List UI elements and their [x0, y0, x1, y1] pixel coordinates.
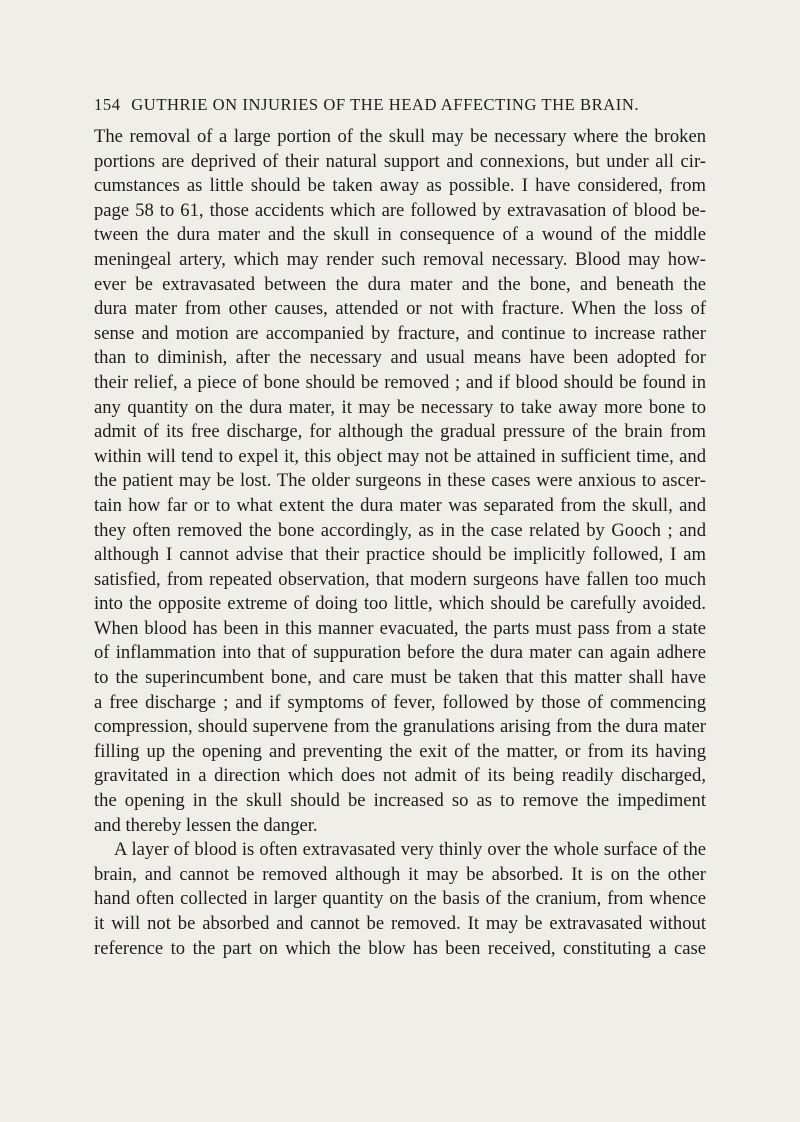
text-line: gravitated in a direction which does not admit of its being readily discharged,: [94, 765, 706, 787]
text-line: of inflammation into that of suppuration before the dura mater can again adhere: [94, 642, 706, 664]
text-line: any quantity on the dura mater, it may be necessary to take away more bone to: [94, 396, 706, 418]
text-line: hand often collected in larger quantity on the basis of the cranium, from whence: [94, 888, 706, 910]
text-line: into the opposite extreme of doing too little, which should be carefully avoided.: [94, 593, 706, 615]
text-line: satisfied, from repeated observation, that modern surgeons have fallen too much: [94, 568, 706, 590]
text-line: a free discharge ; and if symptoms of fever, followed by those of commencing: [94, 691, 706, 713]
text-line: it will not be absorbed and cannot be removed. It may be extravasated without: [94, 913, 706, 934]
text-line: brain, and cannot be removed although it may be absorbed. It is on the other: [94, 863, 706, 885]
text-line: The removal of a large portion of the skull may be necessary where the broken: [94, 126, 706, 147]
text-line: meningeal artery, which may render such removal necessary. Blood may how-: [94, 248, 706, 270]
text-line: the opening in the skull should be increased so as to remove the impediment: [94, 790, 706, 812]
text-line: reference to the part on which the blow has been received, constituting a case: [94, 937, 706, 959]
text-line: than to diminish, after the necessary and usual means have been adopted for: [94, 347, 706, 369]
text-line: compression, should supervene from the granulations arising from the dura mater: [94, 716, 706, 738]
text-line: cumstances as little should be taken away as possible. I have considered, from: [94, 175, 706, 197]
text-line: admit of its free discharge, for although the gradual pressure of the brain from: [94, 421, 706, 443]
text-line: A layer of blood is often extravasated very thinly over the whole surface of the: [114, 839, 706, 861]
text-line: their relief, a piece of bone should be removed ; and if blood should be found in: [94, 371, 706, 393]
text-line: although I cannot advise that their practice should be implicitly followed, I am: [94, 544, 706, 566]
text-line: within will tend to expel it, this object may not be attained in sufficient time, and: [94, 445, 706, 467]
text-line: they often removed the bone accordingly, as in the case related by Gooch ; and: [94, 519, 706, 541]
text-line: portions are deprived of their natural support and connexions, but under all cir-: [94, 150, 706, 172]
body-text: [94, 125, 706, 961]
text-line: ever be extravasated between the dura mater and the bone, and beneath the: [94, 273, 706, 295]
text-line: the patient may be lost. The older surgeons in these cases were anxious to ascer-: [94, 470, 706, 492]
text-line: tween the dura mater and the skull in consequence of a wound of the middle: [94, 224, 706, 246]
text-line: filling up the opening and preventing the exit of the matter, or from its having: [94, 740, 706, 762]
text-line: sense and motion are accompanied by fracture, and continue to increase rather: [94, 322, 706, 344]
running-head: [94, 95, 714, 115]
text-line: page 58 to 61, those accidents which are followed by extravasation of blood be-: [94, 199, 706, 221]
text-line: tain how far or to what extent the dura mater was separated from the skull, and: [94, 494, 706, 516]
running-title: GUTHRIE ON INJURIES OF THE HEAD AFFECTING THE BRAIN.: [131, 95, 640, 114]
text-line: to the superincumbent bone, and care must be taken that this matter shall have: [94, 667, 706, 689]
page-number: 154: [94, 95, 121, 114]
text-line: and thereby lessen the danger.: [94, 814, 318, 836]
text-line: When blood has been in this manner evacuated, the parts must pass from a state: [94, 617, 706, 639]
text-line: dura mater from other causes, attended or not with fracture. When the loss of: [94, 298, 706, 320]
